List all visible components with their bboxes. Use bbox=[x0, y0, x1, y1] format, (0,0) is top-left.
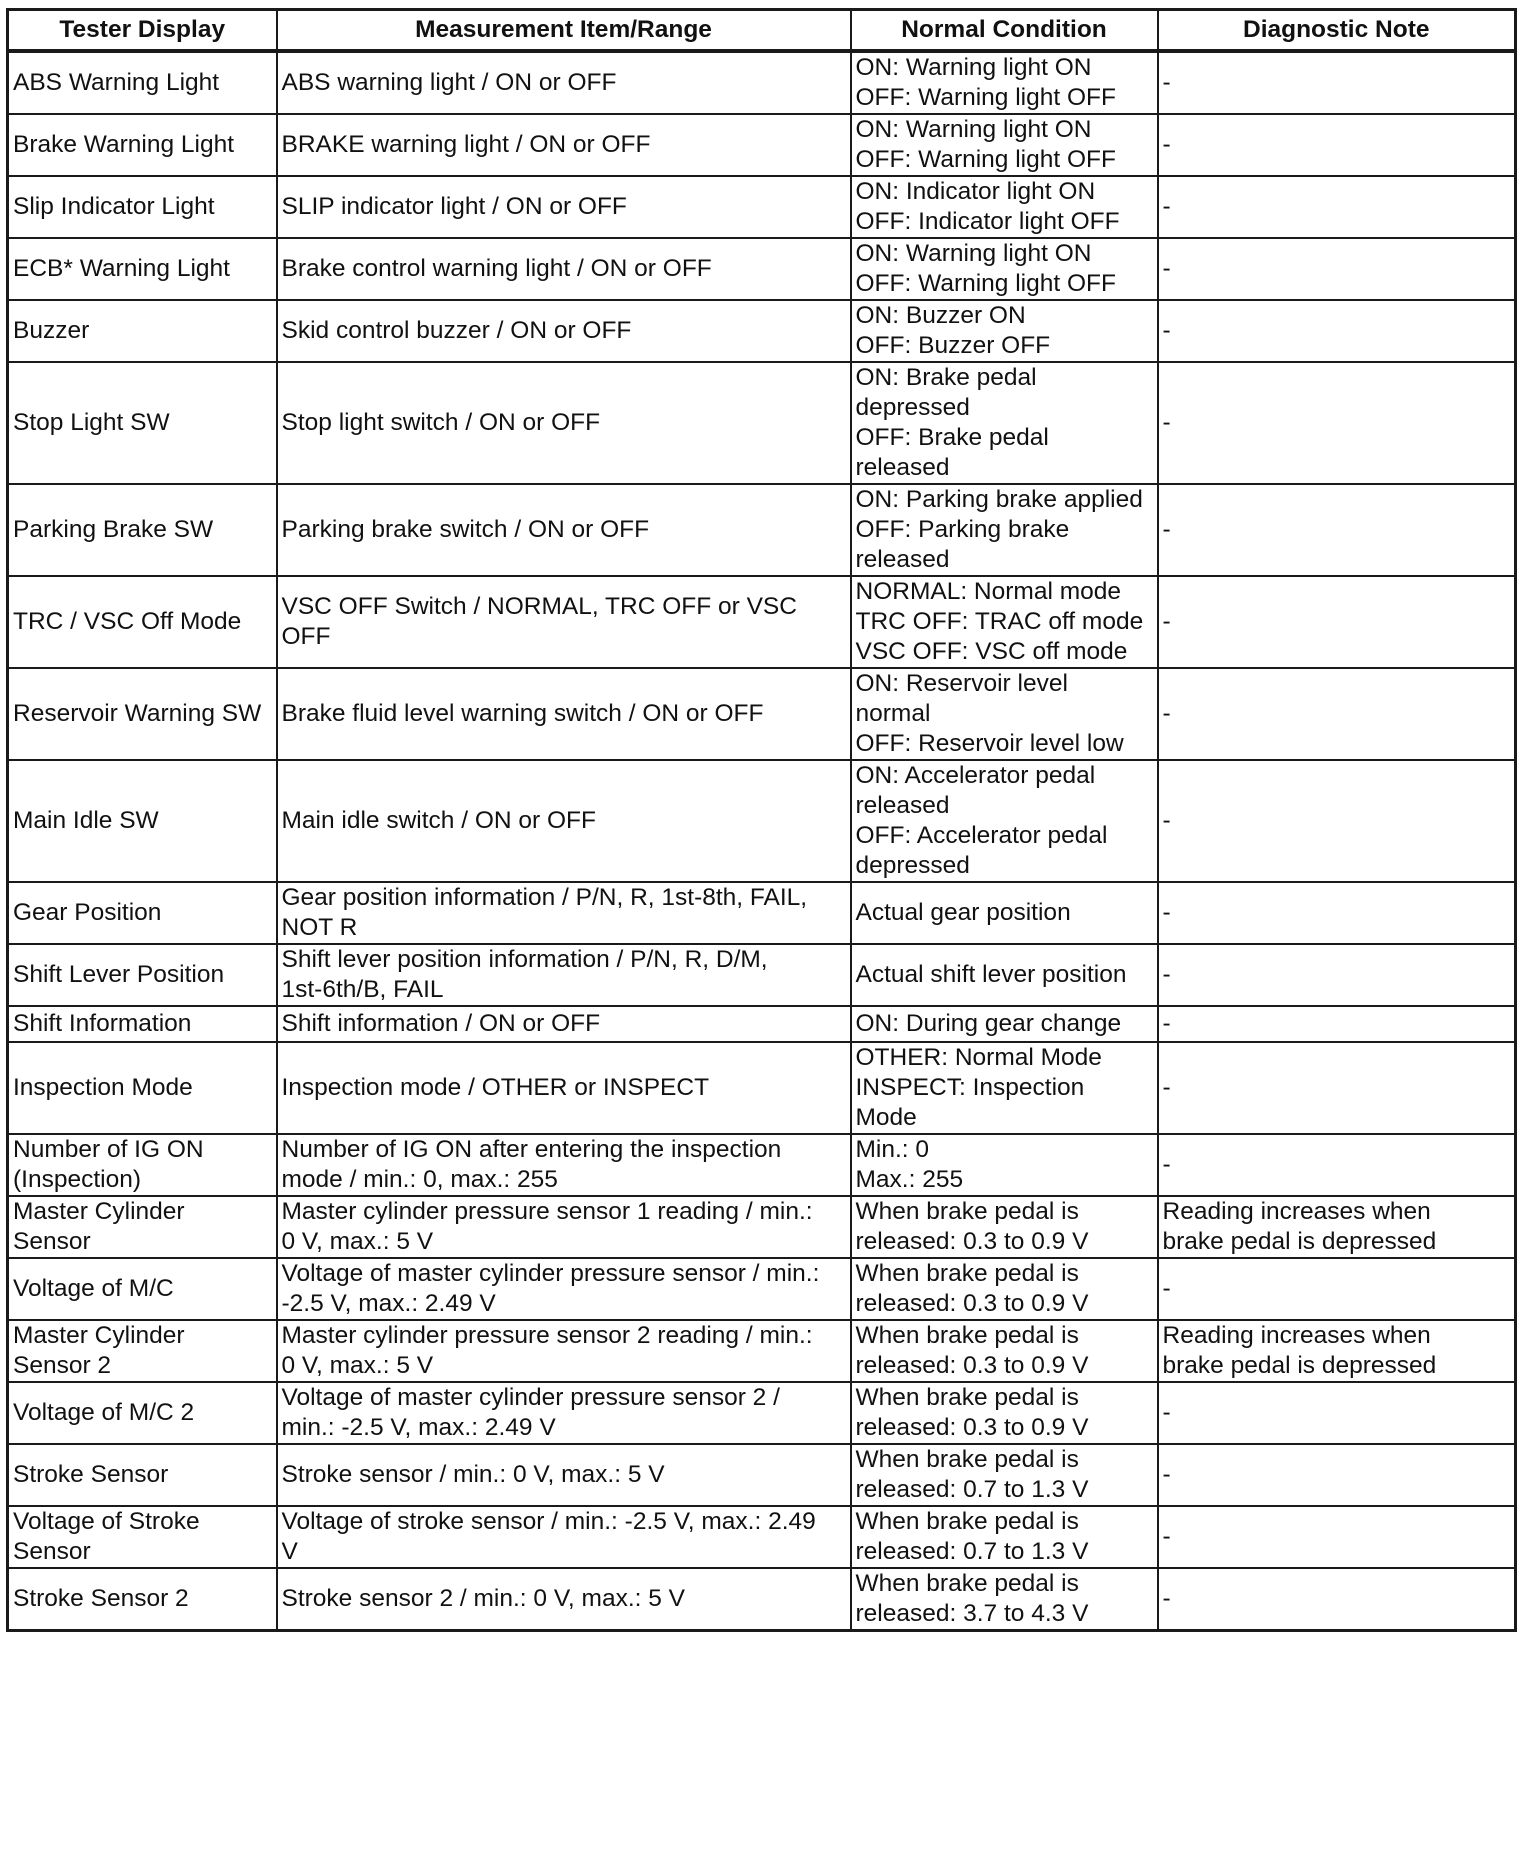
tester-display-cell: Master Cylinder Sensor bbox=[8, 1196, 277, 1258]
table-row bbox=[8, 760, 1516, 882]
diagnostic-note-cell: - bbox=[1158, 238, 1516, 300]
normal-condition-cell: Actual shift lever position bbox=[851, 944, 1158, 1006]
diagnostic-note-cell: - bbox=[1158, 114, 1516, 176]
header-tester-display: Tester Display bbox=[8, 10, 277, 52]
measurement-item-cell: Main idle switch / ON or OFF bbox=[277, 760, 851, 882]
diagnostic-note-cell: - bbox=[1158, 760, 1516, 882]
table-row bbox=[8, 51, 1516, 114]
diagnostic-note-cell: - bbox=[1158, 1134, 1516, 1196]
measurement-item-cell: Master cylinder pressure sensor 1 reading / min.: 0 V, max.: 5 V bbox=[277, 1196, 851, 1258]
diagnostic-note-cell: - bbox=[1158, 1568, 1516, 1631]
normal-condition-cell: ON: Brake pedal depressed OFF: Brake pedal released bbox=[851, 362, 1158, 484]
tester-display-cell: Voltage of Stroke Sensor bbox=[8, 1506, 277, 1568]
measurement-item-cell: Skid control buzzer / ON or OFF bbox=[277, 300, 851, 362]
measurement-item-cell: Inspection mode / OTHER or INSPECT bbox=[277, 1042, 851, 1134]
normal-condition-cell: ON: During gear change bbox=[851, 1006, 1158, 1042]
measurement-item-cell: Number of IG ON after entering the inspection mode / min.: 0, max.: 255 bbox=[277, 1134, 851, 1196]
tester-display-cell: Main Idle SW bbox=[8, 760, 277, 882]
diagnostic-note-cell: - bbox=[1158, 51, 1516, 114]
header-row bbox=[8, 10, 1516, 52]
tester-display-cell: Brake Warning Light bbox=[8, 114, 277, 176]
diagnostic-note-cell: - bbox=[1158, 484, 1516, 576]
normal-condition-cell: ON: Warning light ON OFF: Warning light OFF bbox=[851, 238, 1158, 300]
diagnostic-note-cell: - bbox=[1158, 1006, 1516, 1042]
table-row bbox=[8, 1042, 1516, 1134]
table-row bbox=[8, 1006, 1516, 1042]
measurement-item-cell: Parking brake switch / ON or OFF bbox=[277, 484, 851, 576]
tester-display-cell: Inspection Mode bbox=[8, 1042, 277, 1134]
tester-display-cell: Voltage of M/C bbox=[8, 1258, 277, 1320]
normal-condition-cell: ON: Accelerator pedal released OFF: Accelerator pedal depressed bbox=[851, 760, 1158, 882]
table-row bbox=[8, 1196, 1516, 1258]
tester-display-cell: Voltage of M/C 2 bbox=[8, 1382, 277, 1444]
measurement-item-cell: Shift lever position information / P/N, R, D/M, 1st-6th/B, FAIL bbox=[277, 944, 851, 1006]
tester-display-cell: Slip Indicator Light bbox=[8, 176, 277, 238]
tester-display-cell: Shift Information bbox=[8, 1006, 277, 1042]
table-row bbox=[8, 576, 1516, 668]
table-row bbox=[8, 944, 1516, 1006]
measurement-item-cell: SLIP indicator light / ON or OFF bbox=[277, 176, 851, 238]
table-row bbox=[8, 1506, 1516, 1568]
table-row bbox=[8, 176, 1516, 238]
normal-condition-cell: Min.: 0 Max.: 255 bbox=[851, 1134, 1158, 1196]
measurement-item-cell: Voltage of stroke sensor / min.: -2.5 V, max.: 2.49 V bbox=[277, 1506, 851, 1568]
data-list-table bbox=[6, 8, 1517, 1632]
normal-condition-cell: When brake pedal is released: 0.3 to 0.9 V bbox=[851, 1196, 1158, 1258]
tester-display-cell: Buzzer bbox=[8, 300, 277, 362]
table-row bbox=[8, 1382, 1516, 1444]
table-row bbox=[8, 1134, 1516, 1196]
normal-condition-cell: When brake pedal is released: 0.7 to 1.3 V bbox=[851, 1506, 1158, 1568]
measurement-item-cell: Master cylinder pressure sensor 2 reading / min.: 0 V, max.: 5 V bbox=[277, 1320, 851, 1382]
measurement-item-cell: BRAKE warning light / ON or OFF bbox=[277, 114, 851, 176]
table-row bbox=[8, 1444, 1516, 1506]
table-row bbox=[8, 300, 1516, 362]
normal-condition-cell: ON: Indicator light ON OFF: Indicator light OFF bbox=[851, 176, 1158, 238]
measurement-item-cell: VSC OFF Switch / NORMAL, TRC OFF or VSC OFF bbox=[277, 576, 851, 668]
diagnostic-note-cell: Reading increases when brake pedal is depressed bbox=[1158, 1320, 1516, 1382]
normal-condition-cell: ON: Warning light ON OFF: Warning light OFF bbox=[851, 51, 1158, 114]
table-row bbox=[8, 238, 1516, 300]
diagnostic-note-cell: - bbox=[1158, 1382, 1516, 1444]
normal-condition-cell: ON: Reservoir level normal OFF: Reservoir level low bbox=[851, 668, 1158, 760]
diagnostic-note-cell: - bbox=[1158, 1506, 1516, 1568]
table-row bbox=[8, 1320, 1516, 1382]
normal-condition-cell: ON: Warning light ON OFF: Warning light OFF bbox=[851, 114, 1158, 176]
diagnostic-note-cell: - bbox=[1158, 1042, 1516, 1134]
diagnostic-note-cell: - bbox=[1158, 944, 1516, 1006]
table-row bbox=[8, 484, 1516, 576]
table-row bbox=[8, 1568, 1516, 1631]
header-diagnostic-note: Diagnostic Note bbox=[1158, 10, 1516, 52]
diagnostic-note-cell: - bbox=[1158, 882, 1516, 944]
diagnostic-note-cell: Reading increases when brake pedal is depressed bbox=[1158, 1196, 1516, 1258]
table-row bbox=[8, 882, 1516, 944]
table-row bbox=[8, 668, 1516, 760]
tester-display-cell: Gear Position bbox=[8, 882, 277, 944]
normal-condition-cell: ON: Parking brake applied OFF: Parking brake released bbox=[851, 484, 1158, 576]
measurement-item-cell: Stroke sensor / min.: 0 V, max.: 5 V bbox=[277, 1444, 851, 1506]
measurement-item-cell: Voltage of master cylinder pressure sensor / min.: -2.5 V, max.: 2.49 V bbox=[277, 1258, 851, 1320]
tester-display-cell: Parking Brake SW bbox=[8, 484, 277, 576]
tester-display-cell: Number of IG ON (Inspection) bbox=[8, 1134, 277, 1196]
normal-condition-cell: When brake pedal is released: 0.3 to 0.9 V bbox=[851, 1382, 1158, 1444]
tester-display-cell: Stop Light SW bbox=[8, 362, 277, 484]
tester-display-cell: Reservoir Warning SW bbox=[8, 668, 277, 760]
tester-display-cell: ECB* Warning Light bbox=[8, 238, 277, 300]
measurement-item-cell: Gear position information / P/N, R, 1st-8th, FAIL, NOT R bbox=[277, 882, 851, 944]
table-row bbox=[8, 1258, 1516, 1320]
measurement-item-cell: Brake fluid level warning switch / ON or OFF bbox=[277, 668, 851, 760]
normal-condition-cell: Actual gear position bbox=[851, 882, 1158, 944]
tester-display-cell: Master Cylinder Sensor 2 bbox=[8, 1320, 277, 1382]
measurement-item-cell: Stop light switch / ON or OFF bbox=[277, 362, 851, 484]
diagnostic-note-cell: - bbox=[1158, 1258, 1516, 1320]
normal-condition-cell: ON: Buzzer ON OFF: Buzzer OFF bbox=[851, 300, 1158, 362]
tester-display-cell: ABS Warning Light bbox=[8, 51, 277, 114]
normal-condition-cell: NORMAL: Normal mode TRC OFF: TRAC off mode VSC OFF: VSC off mode bbox=[851, 576, 1158, 668]
measurement-item-cell: Shift information / ON or OFF bbox=[277, 1006, 851, 1042]
diagnostic-note-cell: - bbox=[1158, 576, 1516, 668]
header-measurement-item: Measurement Item/Range bbox=[277, 10, 851, 52]
diagnostic-note-cell: - bbox=[1158, 176, 1516, 238]
normal-condition-cell: When brake pedal is released: 0.3 to 0.9 V bbox=[851, 1258, 1158, 1320]
measurement-item-cell: ABS warning light / ON or OFF bbox=[277, 51, 851, 114]
tester-display-cell: TRC / VSC Off Mode bbox=[8, 576, 277, 668]
normal-condition-cell: When brake pedal is released: 0.3 to 0.9 V bbox=[851, 1320, 1158, 1382]
tester-display-cell: Stroke Sensor bbox=[8, 1444, 277, 1506]
table-row bbox=[8, 114, 1516, 176]
diagnostic-note-cell: - bbox=[1158, 1444, 1516, 1506]
measurement-item-cell: Voltage of master cylinder pressure sensor 2 / min.: -2.5 V, max.: 2.49 V bbox=[277, 1382, 851, 1444]
normal-condition-cell: OTHER: Normal Mode INSPECT: Inspection Mode bbox=[851, 1042, 1158, 1134]
tester-display-cell: Stroke Sensor 2 bbox=[8, 1568, 277, 1631]
measurement-item-cell: Stroke sensor 2 / min.: 0 V, max.: 5 V bbox=[277, 1568, 851, 1631]
normal-condition-cell: When brake pedal is released: 3.7 to 4.3 V bbox=[851, 1568, 1158, 1631]
tester-display-cell: Shift Lever Position bbox=[8, 944, 277, 1006]
measurement-item-cell: Brake control warning light / ON or OFF bbox=[277, 238, 851, 300]
table-row bbox=[8, 362, 1516, 484]
diagnostic-note-cell: - bbox=[1158, 668, 1516, 760]
diagnostic-note-cell: - bbox=[1158, 300, 1516, 362]
normal-condition-cell: When brake pedal is released: 0.7 to 1.3 V bbox=[851, 1444, 1158, 1506]
diagnostic-note-cell: - bbox=[1158, 362, 1516, 484]
header-normal-condition: Normal Condition bbox=[851, 10, 1158, 52]
data-list-page bbox=[6, 8, 1514, 1632]
